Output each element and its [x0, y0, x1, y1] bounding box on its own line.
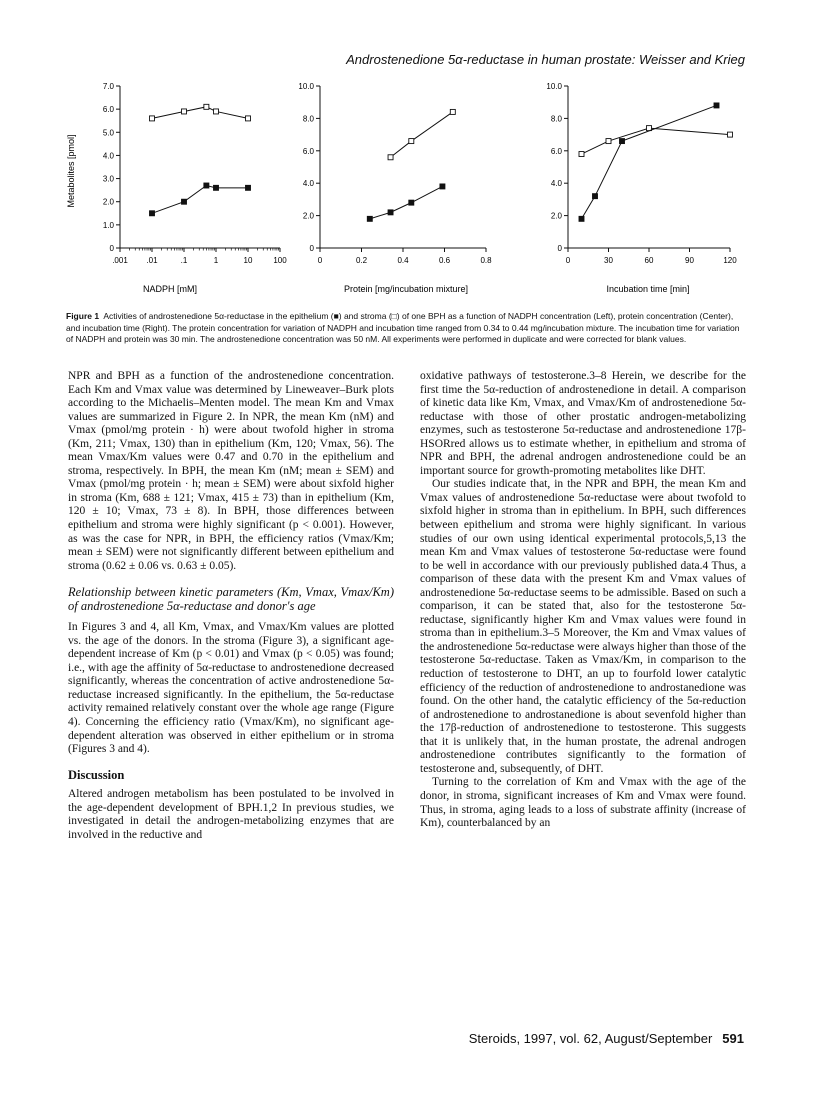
y-tick-label: 8.0	[302, 114, 314, 124]
x-tick-label: 120	[723, 256, 737, 265]
y-tick-label: 2.0	[550, 211, 562, 221]
paragraph: oxidative pathways of testosterone.3–8 Herein, we describe for the first time the 5α-reduction of androstenedione in detail. A comparison of kinetic data like Km, Vmax, and Vmax/Km of androstenedione 5α-reductase with those of other prostatic androgen-metabolizing enzymes, such as testosterone 5α-reductase and androstenedione 17β-HSORred allows us to estimate whether, in epithelium and stroma of NPR and BPH, the adrenal androgen androstenedione could be an important source for growth-promoting metabolites like DHT.	[420, 370, 746, 477]
x-tick-label: 90	[685, 256, 694, 265]
epithelium-point	[182, 199, 187, 204]
x-tick-label: 0.6	[438, 256, 451, 265]
stroma-point	[204, 104, 209, 109]
series-line-stroma	[391, 112, 453, 157]
paragraph: Altered androgen metabolism has been postulated to be involved in the age-dependent development of BPH.1,2 In previous studies, we investigated in detail the androgen-metabolizing enzymes that are involved in the reductive and	[68, 788, 394, 841]
panel-protein	[298, 82, 492, 265]
epithelium-point	[714, 103, 719, 108]
x-tick-label: 0	[317, 256, 323, 265]
series-line-stroma	[152, 107, 248, 119]
x-tick-label: 0.8	[480, 256, 492, 265]
y-tick-label: 1.0	[102, 220, 114, 230]
y-tick-label: 5.0	[102, 128, 114, 138]
x-tick-label: .01	[146, 256, 158, 265]
stroma-point	[182, 109, 187, 114]
stroma-point	[450, 109, 455, 114]
x-tick-label: 0.2	[355, 256, 368, 265]
stroma-point	[150, 116, 155, 121]
x-tick-label: 1	[213, 256, 219, 265]
caption-label: Figure 1	[66, 311, 100, 321]
x-axis-label-time: Incubation time [min]	[606, 284, 690, 294]
y-tick-label: 4.0	[102, 151, 114, 161]
page-number: 591	[722, 1031, 744, 1046]
stroma-point	[246, 116, 251, 121]
y-tick-label: 8.0	[550, 114, 562, 124]
y-tick-label: 6.0	[302, 146, 314, 156]
y-tick-label: 0	[109, 244, 114, 253]
series-line-epithelium	[582, 105, 717, 218]
subsection-heading: Relationship between kinetic parameters (Km, Vmax, Vmax/Km) of androstenedione 5α-reductase and donor's age	[68, 585, 394, 614]
stroma-point	[388, 155, 393, 160]
figure-1	[60, 76, 750, 306]
y-tick-label: 0	[557, 244, 562, 253]
stroma-point	[579, 152, 584, 157]
epithelium-point	[440, 184, 445, 189]
x-axis-label-nadph: NADPH [mM]	[143, 284, 197, 294]
paragraph: Turning to the correlation of Km and Vmax with the age of the donor, in stroma, significant increases of Km and Vmax were found. Thus, in stroma, aging leads to a loss of substrate affinity (increase of Km), counterbalanced by an	[420, 776, 746, 830]
caption-text: Activities of androstenedione 5α-reductase in the epithelium (■) and stroma (□) of one BPH as a function of NADPH concentration (Left), protein concentration (Center), and incubation time (Right). The protein concentration for variation of NADPH and incubation time ranged from 0.34 to 0.44 mg/incubation mixture. The incubation time for variation of NADPH and protein was 30 min. The androstenedione concentration was 50 nM. All experiments were performed in duplicate and were corrected for blank values.	[66, 311, 740, 344]
x-axis-label-protein: Protein [mg/incubation mixture]	[343, 284, 469, 294]
y-tick-label: 10.0	[298, 82, 314, 91]
epithelium-point	[246, 185, 251, 190]
epithelium-point	[150, 211, 155, 216]
figure-caption	[66, 311, 746, 346]
y-axis-label: Metabolites [pmol]	[66, 134, 76, 208]
y-tick-label: 4.0	[302, 179, 314, 189]
panel-time	[546, 82, 737, 265]
series-line-epithelium	[370, 186, 443, 218]
y-tick-label: 7.0	[102, 82, 114, 91]
y-tick-label: 6.0	[550, 146, 562, 156]
x-tick-label: 10	[243, 256, 253, 265]
epithelium-point	[579, 216, 584, 221]
epithelium-point	[204, 183, 209, 188]
x-tick-label: .001	[112, 256, 128, 265]
stroma-point	[409, 139, 414, 144]
y-tick-label: 0	[309, 244, 314, 253]
epithelium-point	[214, 185, 219, 190]
stroma-point	[728, 132, 733, 137]
epithelium-point	[593, 194, 598, 199]
running-header: Androstenedione 5α-reductase in human prostate: Weisser and Krieg	[346, 52, 745, 67]
x-tick-label: 60	[644, 256, 654, 265]
y-tick-label: 2.0	[102, 197, 114, 207]
series-line-epithelium	[152, 186, 248, 214]
right-column	[420, 370, 746, 831]
x-tick-label: 0.4	[397, 256, 409, 265]
stroma-point	[606, 139, 611, 144]
x-tick-label: 30	[604, 256, 613, 265]
y-tick-label: 6.0	[102, 105, 114, 115]
epithelium-point	[388, 210, 393, 215]
stroma-point	[214, 109, 219, 114]
section-heading: Discussion	[68, 767, 125, 782]
x-tick-label: 100	[273, 256, 287, 265]
panel-nadph	[103, 82, 287, 265]
y-tick-label: 4.0	[550, 179, 562, 189]
epithelium-point	[620, 139, 625, 144]
page-footer	[0, 1031, 744, 1046]
series-line-stroma	[582, 128, 731, 154]
x-tick-label: .1	[180, 256, 188, 265]
paragraph: In Figures 3 and 4, all Km, Vmax, and Vmax/Km values are plotted vs. the age of the donors. In the stroma (Figure 3), a significant age-dependent increase of Km (p < 0.01) and Vmax (p < 0.05) was found; i.e., with age the affinity of 5α-reductase to androstenedione decreased significantly, whereas the concentration of active androstenedione 5α-reductase increased significantly. In the epithelium, the 5α-reductase activity remained relatively constant over the whole age range (Figure 4). Concerning the efficiency ratio (Vmax/Km), no significant age-dependent alteration was observed in either epithelium or in stroma (Figures 3 and 4).	[68, 621, 394, 756]
y-tick-label: 2.0	[302, 211, 314, 221]
paragraph: NPR and BPH as a function of the androstenedione concentration. Each Km and Vmax value was determined by Lineweaver–Burk plots according to the Michaelis–Menten model. The mean Km and Vmax values are summarized in Figure 2. In NPR, the mean Km (nM) and Vmax (pmol/mg protein · h) were about twofold higher in stroma (Km, 211; Vmax, 130) than in epithelium (Km, 120; Vmax, 56). The mean Vmax/Km values were 0.47 and 0.70 in the epithelium and stroma, respectively. In BPH, the mean Km (nM; mean ± SEM) and Vmax (pmol/mg protein · h; mean ± SEM) were about sixfold higher in stroma (Km, 688 ± 121; Vmax, 415 ± 73) than in epithelium (Km, 120 ± 10; Vmax, 73 ± 8). In BPH, those differences between epithelium and stroma were highly significant (p < 0.001). However, as was the case for NPR, in BPH, the efficiency ratios (Vmax/Km; mean ± SEM) were not significantly different between epithelium and stroma (0.62 ± 0.06 vs. 0.63 ± 0.05).	[68, 370, 394, 572]
journal-citation: Steroids, 1997, vol. 62, August/September	[468, 1031, 713, 1046]
epithelium-point	[409, 200, 414, 205]
left-column	[68, 370, 394, 842]
paragraph: Our studies indicate that, in the NPR and BPH, the mean Km and Vmax values of androstenedione 5α-reductase were about twofold to sixfold higher in stroma than in epithelium. In BPH, such differences between epithelium and stroma were highly significant. In various studies of our own using identical experimental protocols,5,13 the mean Km and Vmax values of testosterone 5α-reductase were found to be well in accordance with our previously published data.4 Thus, a comparison of these data with the present Km and Vmax values of androstenedione 5α-reductase seems to be admissible. Based on such a comparison, it can be stated that, also for the testosterone 5α-reductase, significantly higher Km and Vmax values were found in stroma than in epithelium.3–5 Moreover, the Km and Vmax values of the androstenedione 5α-reductase were always higher than those of the testosterone 5α-reductase. Taken as Vmax/Km, in comparison to the reduction of testosterone to DHT, an up to fourfold lower catalytic efficiency of the reduction of androstenedione to androstanedione was found. On the other hand, the catalytic efficiency of the 5α-reduction of androstenedione to androstanedione is about sevenfold higher than the 17β-reduction of androstenedione to testosterone. This suggests that it is unlikely that, in the human prostate, the adrenal androgen androstenedione contributes significantly to the formation of testosterone and, subsequently, of DHT.	[420, 478, 747, 775]
y-tick-label: 3.0	[102, 174, 114, 184]
x-tick-label: 0	[565, 256, 571, 265]
y-tick-label: 10.0	[546, 82, 562, 91]
epithelium-point	[367, 216, 372, 221]
